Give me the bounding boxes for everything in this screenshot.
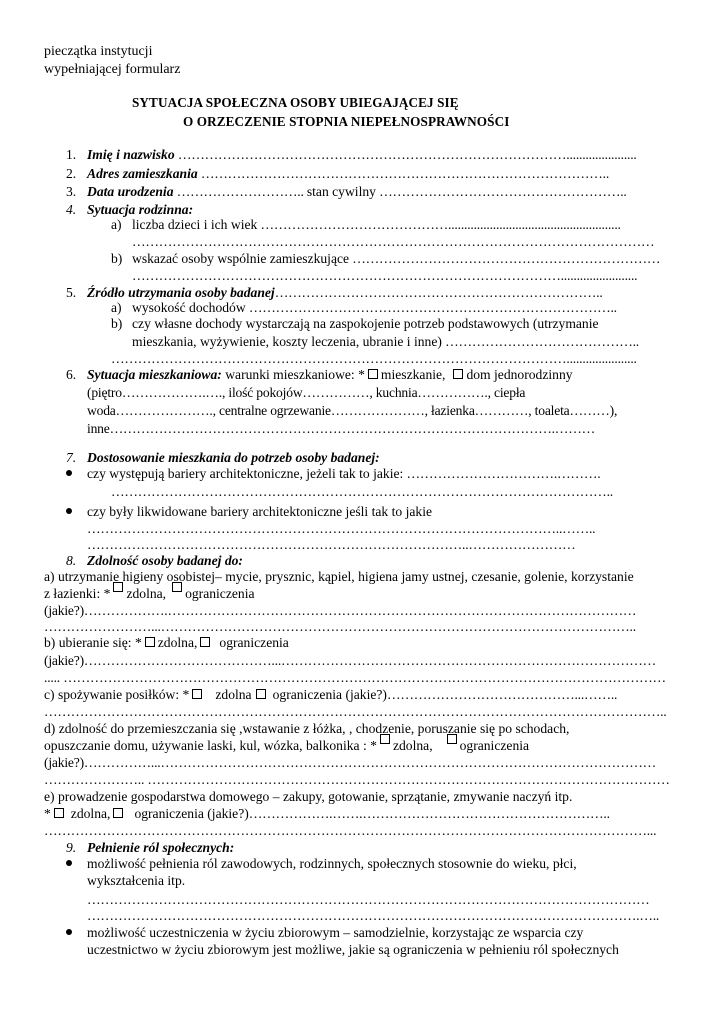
s3-field[interactable] — [87, 183, 627, 200]
s8b-prefix: b) ubieranie się: * — [44, 635, 142, 650]
s7-bullet-2 — [66, 508, 72, 514]
s8b-line-1 — [44, 634, 289, 651]
s9-q1-line-1: możliwość pełnienia ról zawodowych, rodzinnych, społecznych stosownie do wieku, płci, — [87, 856, 577, 871]
s8c-limited-label: ograniczenia (jakie?) — [272, 687, 387, 702]
s9-q2-line-2: uczestnictwo w życiu zbiorowym jest możliwe, jakie są ograniczenia w pełnieniu ról społecznych — [87, 942, 619, 957]
s1-dots: ……………………………………………………………………………...................... — [174, 147, 637, 162]
s6-apartment-label: mieszkanie, — [380, 367, 446, 382]
s9-q1-line-3[interactable]: ……………………………………………………………………………………………………………… — [87, 892, 650, 907]
s3-dots-2: ……………………………………………….. — [375, 184, 627, 199]
s8d-line-3[interactable]: (jakie?)……………...………………………………………………………………………………………………… — [44, 755, 657, 770]
s8d-limited-checkbox[interactable] — [447, 734, 457, 744]
s8e-limited-checkbox[interactable] — [113, 808, 123, 818]
s8e-line-2[interactable] — [44, 805, 610, 822]
s8a-capable-label: zdolna, — [126, 586, 167, 601]
s8e-prefix: * — [44, 806, 51, 821]
s4b-field[interactable] — [132, 250, 660, 267]
s4-number: 4. — [66, 202, 77, 217]
s5a-field[interactable] — [132, 299, 617, 316]
s5b-number: b) — [111, 316, 123, 331]
s8e-dots: ……………….…….……………………………………………….. — [248, 806, 610, 821]
s9-bullet-2 — [66, 929, 72, 935]
s7-q2-continuation-1[interactable]: ……………………………………………………………………………………………..…….. — [87, 521, 596, 536]
s3-dots-1: ……………………….. — [173, 184, 307, 199]
s7-number: 7. — [66, 450, 77, 465]
s9-number: 9. — [66, 840, 77, 855]
s4b-dots: …………………………………………………………… — [349, 251, 661, 266]
s4b-text: wskazać osoby wspólnie zamieszkujące — [132, 251, 350, 266]
s1-label: Imię i nazwisko — [87, 147, 175, 162]
s3-label: Data urodzenia — [87, 184, 174, 199]
s8e-capable-checkbox[interactable] — [54, 808, 64, 818]
s8b-limited-label: ograniczenia — [219, 635, 289, 650]
s8-number: 8. — [66, 553, 77, 568]
s9-label: Pełnienie ról społecznych: — [87, 840, 235, 855]
s5b-field[interactable] — [132, 333, 639, 350]
s6-house-label: dom jednorodzinny — [466, 367, 573, 382]
s6-line-1 — [87, 366, 573, 383]
s4a-continuation[interactable]: ……………………………………………………………………………………………………… — [132, 234, 655, 249]
s4a-number: a) — [111, 217, 122, 232]
s5-number: 5. — [66, 285, 77, 300]
s5b-text: czy własne dochody wystarczają na zaspokojenie potrzeb podstawowych (utrzymanie — [132, 316, 599, 331]
s5-dots: ……………………………………………………………….. — [274, 285, 603, 300]
s8a-line-1: a) utrzymanie higieny osobistej– mycie, prysznic, kąpiel, higiena jamy ustnej, czesanie, golenie, korzystanie — [44, 569, 634, 584]
s6-housing-prefix: warunki mieszkaniowe: * — [221, 367, 365, 382]
s8d-line-4[interactable]: ………………….. ……………………………………………………………………………………………………… — [44, 772, 670, 787]
s8c-capable-checkbox[interactable] — [192, 689, 202, 699]
s7-q2-continuation-2[interactable]: …………………………………………………………………………..…………………… — [87, 537, 576, 552]
s4-label: Sytuacja rodzinna: — [87, 202, 194, 217]
s8d-prefix: opuszczanie domu, używanie laski, kul, wózka, balkonika : * — [44, 738, 377, 753]
s8c-capable-label: zdolna — [215, 687, 252, 702]
s8c-limited-checkbox[interactable] — [256, 689, 266, 699]
apartment-checkbox[interactable] — [368, 369, 378, 379]
s6-line-3[interactable]: woda…………………., centralne ogrzewanie…………………, łazienka…………, toaleta………), — [87, 403, 618, 418]
s8c-dots: ……………………………………...…….. — [386, 687, 618, 702]
s1-number: 1. — [66, 147, 77, 162]
s8c-line-2[interactable]: ………………………………………………………………………………………………………………………….. — [44, 704, 667, 719]
house-checkbox[interactable] — [453, 369, 463, 379]
s5a-text: wysokość dochodów — [132, 300, 246, 315]
s4b-continuation[interactable]: ……………………………………………………………………………………........................ — [132, 268, 638, 283]
institution-stamp-note — [44, 43, 180, 79]
form-title-line-2: O ORZECZENIE STOPNIA NIEPEŁNOSPRAWNOŚCI — [183, 114, 510, 129]
s8b-line-2[interactable]: (jakie?)……………………………………...………………………………………………………………………… — [44, 653, 657, 668]
s8a-prefix: z łazienki: * — [44, 586, 111, 601]
s7-q2-text: czy były likwidowane bariery architektoniczne jeśli tak to jakie — [87, 504, 433, 519]
s8d-capable-label: zdolna, — [392, 738, 433, 753]
s8a-line-2 — [44, 585, 255, 602]
s8a-line-3[interactable]: (jakie?)……………….…………………………………………………………………………………………… — [44, 603, 637, 618]
s9-q1-line-4[interactable]: …………………………………………………………………………………………………………….….. — [87, 908, 660, 923]
s8a-capable-checkbox[interactable] — [113, 582, 123, 592]
s2-label: Adres zamieszkania — [87, 166, 198, 181]
s8e-capable-label: zdolna, — [70, 806, 111, 821]
s9-q2-line-1: możliwość uczestniczenia w życiu zbiorowym – samodzielnie, korzystając ze wsparcia czy — [87, 925, 584, 940]
s8c-prefix: c) spożywanie posiłków: * — [44, 687, 190, 702]
s8e-line-1: e) prowadzenie gospodarstwa domowego – zakupy, gotowanie, sprzątanie, zmywanie naczyń itp. — [44, 789, 573, 804]
s6-line-4[interactable]: inne……………………………………………………………………………………….……… — [87, 421, 595, 436]
s7-q1-dots: …………………………….………. — [403, 466, 601, 481]
s7-bullet-1 — [66, 470, 72, 476]
s8d-limited-label: ograniczenia — [459, 738, 530, 753]
s4a-field[interactable] — [132, 216, 621, 233]
s8d-capable-checkbox[interactable] — [380, 734, 390, 744]
s5b-dots: …………………………………….. — [441, 334, 639, 349]
s8a-limited-checkbox[interactable] — [172, 582, 182, 592]
s8b-capable-label: zdolna, — [157, 635, 198, 650]
s8a-limited-label: ograniczenia — [185, 586, 255, 601]
stamp-line-2: wypełniającej formularz — [44, 62, 181, 77]
s8b-capable-checkbox[interactable] — [145, 637, 155, 647]
s2-dots: ……………………………………………………………………………….. — [197, 166, 610, 181]
s3-number: 3. — [66, 184, 77, 199]
stamp-line-1: pieczątka instytucji — [44, 44, 153, 59]
s8e-line-3[interactable]: ………………………………………………………………………………………………………………………... — [44, 823, 657, 838]
s8b-limited-checkbox[interactable] — [200, 637, 210, 647]
s5a-dots: ……………………………………………………………………….. — [245, 300, 617, 315]
s6-label: Sytuacja mieszkaniowa: — [87, 367, 222, 382]
s8a-line-4[interactable]: ……………………...…………………………………………………………………………………………….. — [44, 619, 636, 634]
s3-mid-label: stan cywilny — [306, 184, 376, 199]
s5b-text-line-2: mieszkania, wyżywienie, koszty leczenia, ubranie i inne) — [132, 334, 442, 349]
s5-continuation[interactable]: …………………………………………………………………………………………...................... — [111, 351, 637, 366]
s4a-dots: ……………………………………...................................................... — [257, 217, 621, 232]
s9-q1-line-2: wykształcenia itp. — [87, 873, 186, 888]
s7-q1-continuation[interactable]: ………………………………………………………………………………………………….. — [111, 484, 613, 499]
form-title-line-1: SYTUACJA SPOŁECZNA OSOBY UBIEGAJĄCEJ SIĘ — [132, 95, 459, 110]
s2-field[interactable] — [87, 165, 609, 182]
s8e-limited-label: ograniczenia (jakie?) — [134, 806, 249, 821]
s4b-number: b) — [111, 251, 123, 266]
s5a-number: a) — [111, 300, 122, 315]
s6-number: 6. — [66, 367, 77, 382]
s2-number: 2. — [66, 166, 77, 181]
s7-label: Dostosowanie mieszkania do potrzeb osoby badanej: — [87, 450, 380, 465]
s8b-line-3[interactable]: ..... ……………………………………………………………………………………………………………………… — [44, 670, 666, 685]
s7-q1-text: czy występują bariery architektoniczne, jeżeli tak to jakie: — [87, 466, 404, 481]
s6-line-2[interactable]: (piętro……………….…., ilość pokojów……………, kuchnia……………., ciepła — [87, 385, 526, 400]
s8c-line-1[interactable] — [44, 686, 617, 703]
s5-label: Źródło utrzymania osoby badanej — [87, 285, 275, 300]
s4a-text: liczba dzieci i ich wiek — [132, 217, 258, 232]
s8-label: Zdolność osoby badanej do: — [87, 553, 243, 568]
s9-bullet-1 — [66, 860, 72, 866]
s1-field[interactable] — [87, 146, 637, 163]
s8d-line-2 — [44, 737, 529, 754]
s8d-line-1: d) zdolność do przemieszczania się ,wstawanie z łóżka, , chodzenie, poruszanie się po schodach, — [44, 721, 570, 736]
s7-q1-field[interactable] — [87, 465, 600, 482]
